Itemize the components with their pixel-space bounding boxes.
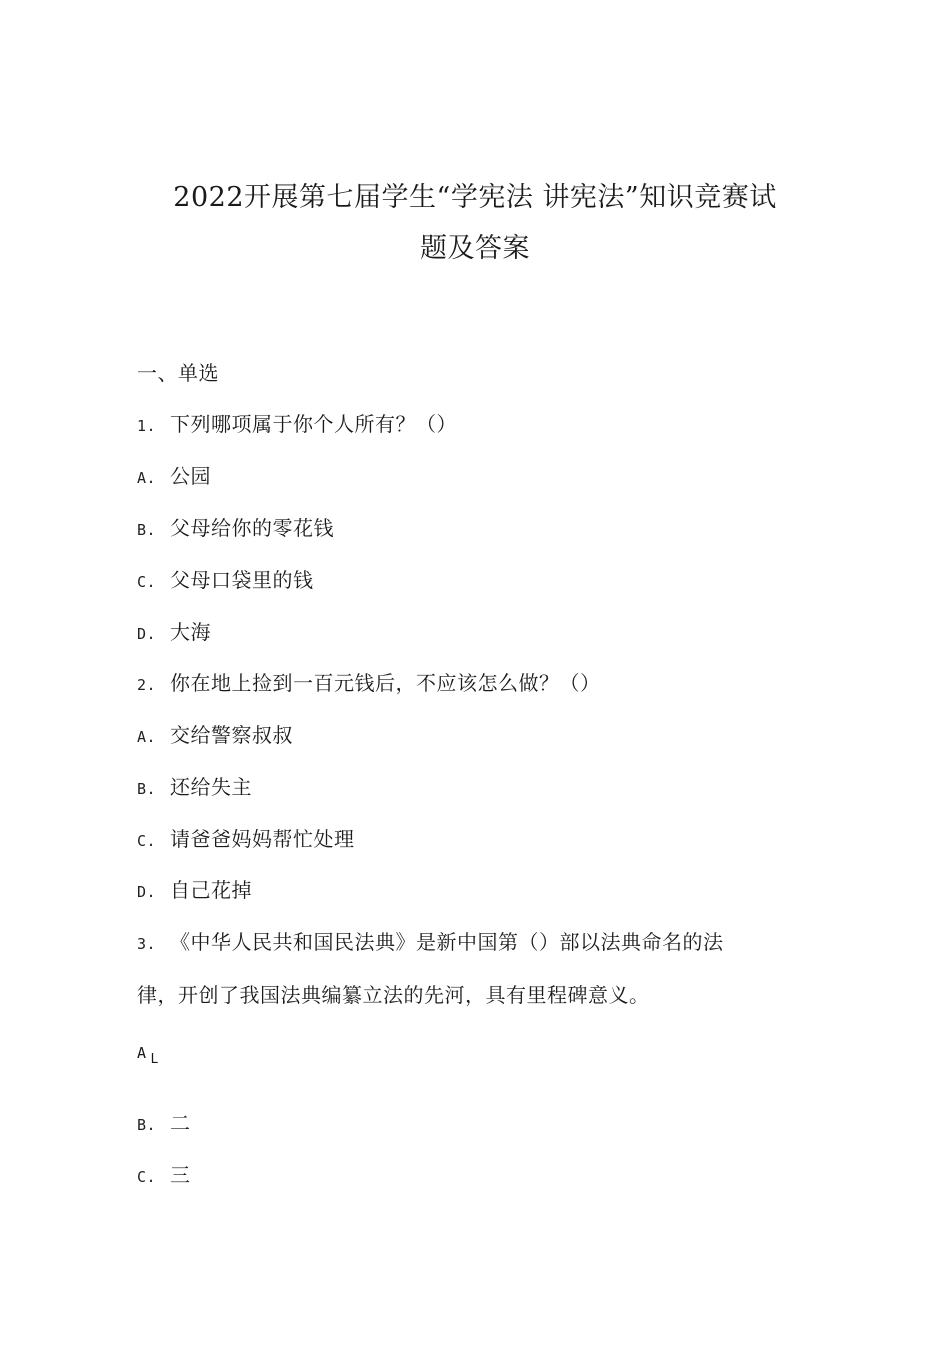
question-2-option-c bbox=[137, 826, 355, 854]
option-label: A bbox=[137, 1044, 147, 1062]
option-text: 请爸爸妈妈帮忙处理 bbox=[170, 827, 355, 851]
question-3-option-b bbox=[137, 1110, 191, 1138]
question-text-line-2: 律，开创了我国法典编纂立法的先河，具有里程碑意义。 bbox=[137, 983, 650, 1007]
option-text: 还给失主 bbox=[170, 775, 252, 799]
section-heading: 一、单选 bbox=[137, 361, 219, 385]
question-2-option-b bbox=[137, 774, 252, 802]
question-1-option-d bbox=[137, 619, 211, 647]
question-3-option-a bbox=[137, 1038, 159, 1068]
question-1 bbox=[137, 411, 457, 439]
document-title-line-1: 2022开展第七届学生“学宪法 讲宪法”知识竞赛试 bbox=[173, 182, 777, 213]
question-3-option-c bbox=[137, 1162, 191, 1190]
question-text: 下列哪项属于你个人所有？（） bbox=[170, 412, 457, 436]
question-2 bbox=[137, 670, 601, 698]
option-label: C. bbox=[137, 832, 157, 850]
option-text: 大海 bbox=[170, 620, 211, 644]
question-text-line-1: 《中华人民共和国民法典》是新中国第（）部以法典命名的法 bbox=[170, 930, 724, 954]
question-text: 你在地上捡到一百元钱后，不应该怎么做？（） bbox=[170, 671, 601, 695]
option-text: 父母给你的零花钱 bbox=[170, 516, 334, 540]
option-text: 公园 bbox=[170, 464, 211, 488]
option-text: 二 bbox=[170, 1111, 191, 1135]
question-1-option-b bbox=[137, 515, 334, 543]
question-2-option-d bbox=[137, 877, 252, 905]
option-label: C. bbox=[137, 1168, 157, 1186]
option-label: B. bbox=[137, 780, 157, 798]
document-title-line-2: 题及答案 bbox=[420, 233, 530, 264]
option-text: 父母口袋里的钱 bbox=[170, 568, 314, 592]
option-text: 交给警察叔叔 bbox=[170, 723, 293, 747]
question-number: 2. bbox=[137, 676, 157, 694]
option-label: B. bbox=[137, 1116, 157, 1134]
question-number: 3. bbox=[137, 935, 157, 953]
question-1-option-c bbox=[137, 567, 314, 595]
question-3 bbox=[137, 929, 724, 957]
question-1-option-a bbox=[137, 463, 211, 491]
question-3-continued bbox=[137, 982, 650, 1008]
option-label: D. bbox=[137, 625, 157, 643]
option-text: 自己花掉 bbox=[170, 878, 252, 902]
option-label: A. bbox=[137, 728, 157, 746]
option-text: 三 bbox=[170, 1163, 191, 1187]
option-text: L bbox=[150, 1052, 159, 1067]
option-label: C. bbox=[137, 573, 157, 591]
option-label: B. bbox=[137, 521, 157, 539]
question-number: 1. bbox=[137, 417, 157, 435]
option-label: D. bbox=[137, 883, 157, 901]
option-label: A. bbox=[137, 469, 157, 487]
question-2-option-a bbox=[137, 722, 293, 750]
